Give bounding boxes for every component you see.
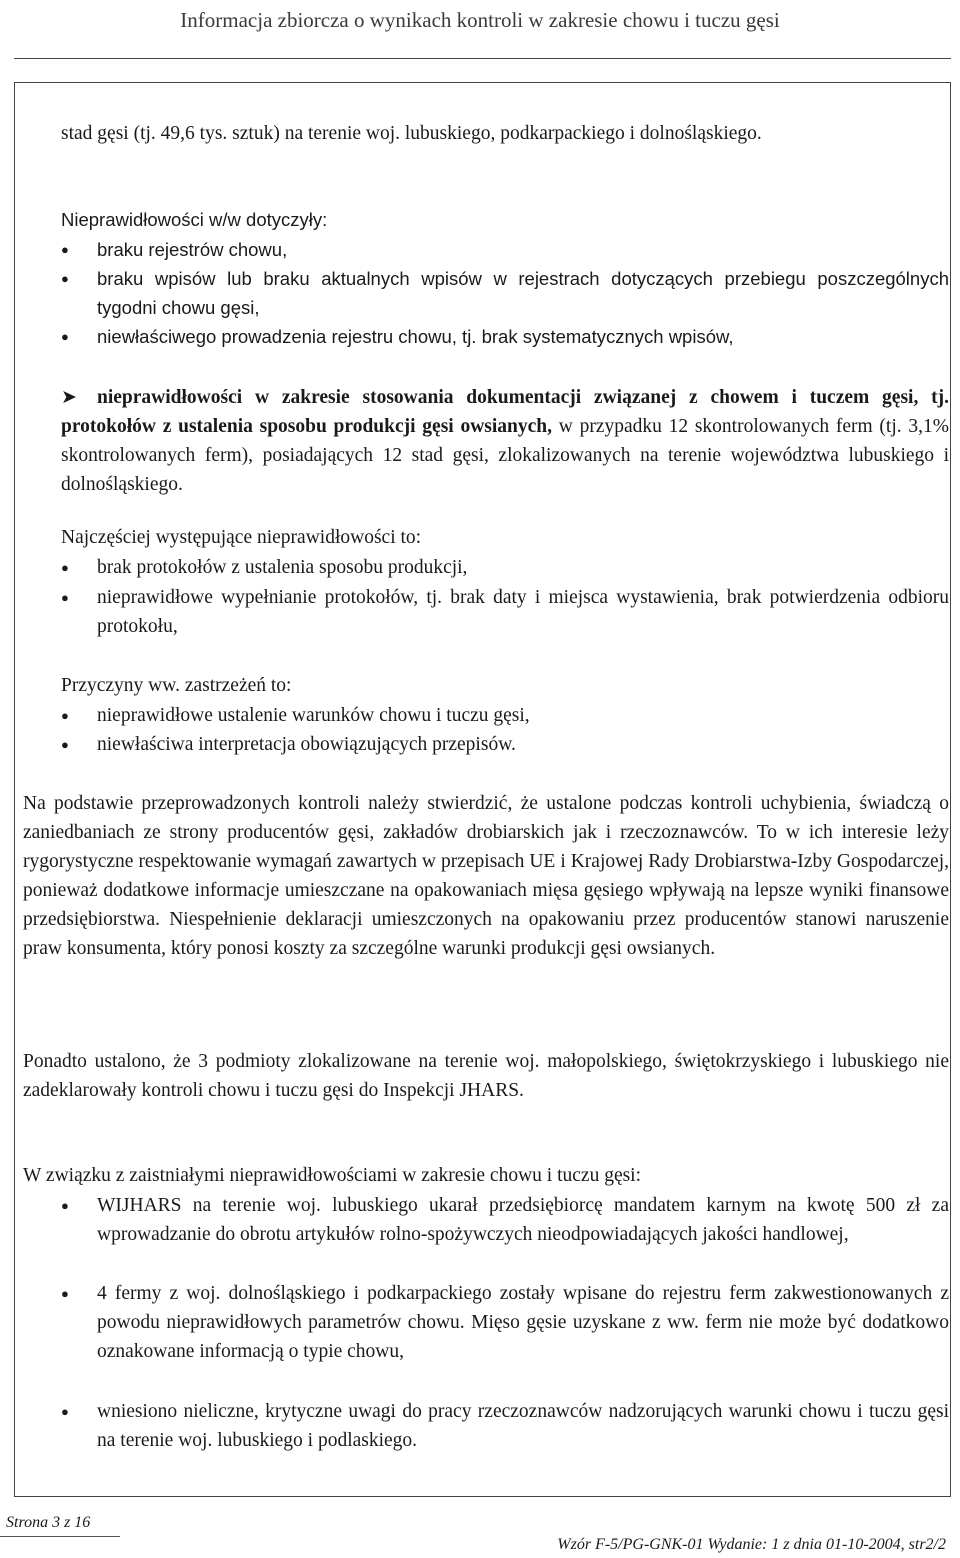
bullet-icon: ● <box>61 242 69 257</box>
section4-item-1: nieprawidłowe ustalenie warunków chowu i tuczu gęsi, <box>97 705 530 726</box>
bullet-icon: ● <box>61 590 69 605</box>
bullet-icon: ● <box>61 737 69 752</box>
section5-item-3: wniesiono nieliczne, krytyczne uwagi do pracy rzeczoznawców nadzorujących warunki chowu i tuczu gęsi na terenie woj. lubuskiego i podlaskiego. <box>97 1401 949 1451</box>
intro-continuation: stad gęsi (tj. 49,6 tys. sztuk) na terenie woj. lubuskiego, podkarpackiego i dolnośląskiego. <box>61 123 762 144</box>
bullet-icon: ● <box>61 708 69 723</box>
section5-item-1: WIJHARS na terenie woj. lubuskiego ukarał przedsiębiorcę mandatem karnym na kwotę 500 zł za wprowadzanie do obrotu artykułów rolno-spożywczych nieodpowiadających jakości handlowej, <box>97 1195 949 1245</box>
header-divider <box>14 58 951 59</box>
section3-item-2: nieprawidłowe wypełnianie protokołów, tj. brak daty i miejsca wystawienia, brak potwierdzenia odbioru protokołu, <box>97 587 949 637</box>
section3-item-1: brak protokołów z ustalenia sposobu produkcji, <box>97 557 468 578</box>
arrow-bullet-icon: ➤ <box>61 387 77 408</box>
section5-item-2: 4 fermy z woj. dolnośląskiego i podkarpackiego zostały wpisane do rejestru ferm zakwestionowanych z powodu nieprawidłowych parametrów chowu. Mięso gęsie uzyskane z ww. ferm nie może być dodatkowo oznakowane informacją o typie chowu, <box>97 1283 949 1362</box>
bullet-icon: ● <box>61 1286 69 1301</box>
section1-lead: Nieprawidłowości w/w dotyczyły: <box>61 209 328 230</box>
bullet-icon: ● <box>61 329 69 344</box>
section2-bold-text: nieprawidłowości w zakresie stosowania dokumentacji związanej z chowem i tuczem gęsi, tj. protokołów z ustalenia sposobu produkcji gęsi owsianych, <box>61 387 949 437</box>
additional-paragraph: Ponadto ustalono, że 3 podmioty zlokalizowane na terenie woj. małopolskiego, świętokrzyskiego i lubuskiego nie zadeklarowały kontroli chowu i tuczu gęsi do Inspekcji JHARS. <box>23 1051 949 1101</box>
section2-paragraph <box>61 383 949 499</box>
section1-item-1: braku rejestrów chowu, <box>97 239 288 260</box>
section1-item-3: niewłaściwego prowadzenia rejestru chowu, tj. brak systematycznych wpisów, <box>97 326 734 347</box>
section1-item-2: braku wpisów lub braku aktualnych wpisów w rejestrach dotyczących przebiegu poszczególnych tygodni chowu gęsi, <box>97 268 949 318</box>
section4-lead: Przyczyny ww. zastrzeżeń to: <box>61 675 292 696</box>
bullet-icon: ● <box>61 1404 69 1419</box>
section4-item-2: niewłaściwa interpretacja obowiązujących przepisów. <box>97 734 516 755</box>
form-identifier: Wzór F-5/PG-GNK-01 Wydanie: 1 z dnia 01-10-2004, str2/2 <box>557 1536 946 1553</box>
bullet-icon: ● <box>61 1198 69 1213</box>
page-header: Informacja zbiorcza o wynikach kontroli w zakresie chowu i tuczu gęsi <box>180 8 780 32</box>
bullet-icon: ● <box>61 560 69 575</box>
section3-lead: Najczęściej występujące nieprawidłowości to: <box>61 527 422 548</box>
summary-paragraph: Na podstawie przeprowadzonych kontroli należy stwierdzić, że ustalone podczas kontroli uchybienia, świadczą o zaniedbaniach ze strony producentów gęsi, zakładów drobiarskich jak i rzeczoznawców. To w ich interesie leży rygorystyczne respektowanie wymagań zawartych w przepisach UE i Krajowej Rady Drobiarstwa-Izby Gospodarczej, ponieważ dodatkowe informacje umieszczane na opakowaniach mięsa gęsiego wpływają na lepsze wyniki finansowe przedsiębiorstwa. Niespełnienie deklaracji umieszczonych na opakowaniu przez producentów stanowi naruszenie praw konsumenta, który ponosi koszty za szczególne warunki produkcji gęsi owsianych. <box>23 793 949 959</box>
section2-rest-text: w przypadku 12 skontrolowanych ferm (tj. 3,1% skontrolowanych ferm), posiadających 12 stad gęsi, zlokalizowanych na terenie województwa lubuskiego i dolnośląskiego. <box>61 416 949 495</box>
section5-lead: W związku z zaistniałymi nieprawidłowościami w zakresie chowu i tuczu gęsi: <box>23 1165 642 1186</box>
content-frame <box>14 82 951 1497</box>
footer-divider <box>0 1536 120 1537</box>
page-number: Strona 3 z 16 <box>6 1514 91 1531</box>
bullet-icon: ● <box>61 271 69 286</box>
